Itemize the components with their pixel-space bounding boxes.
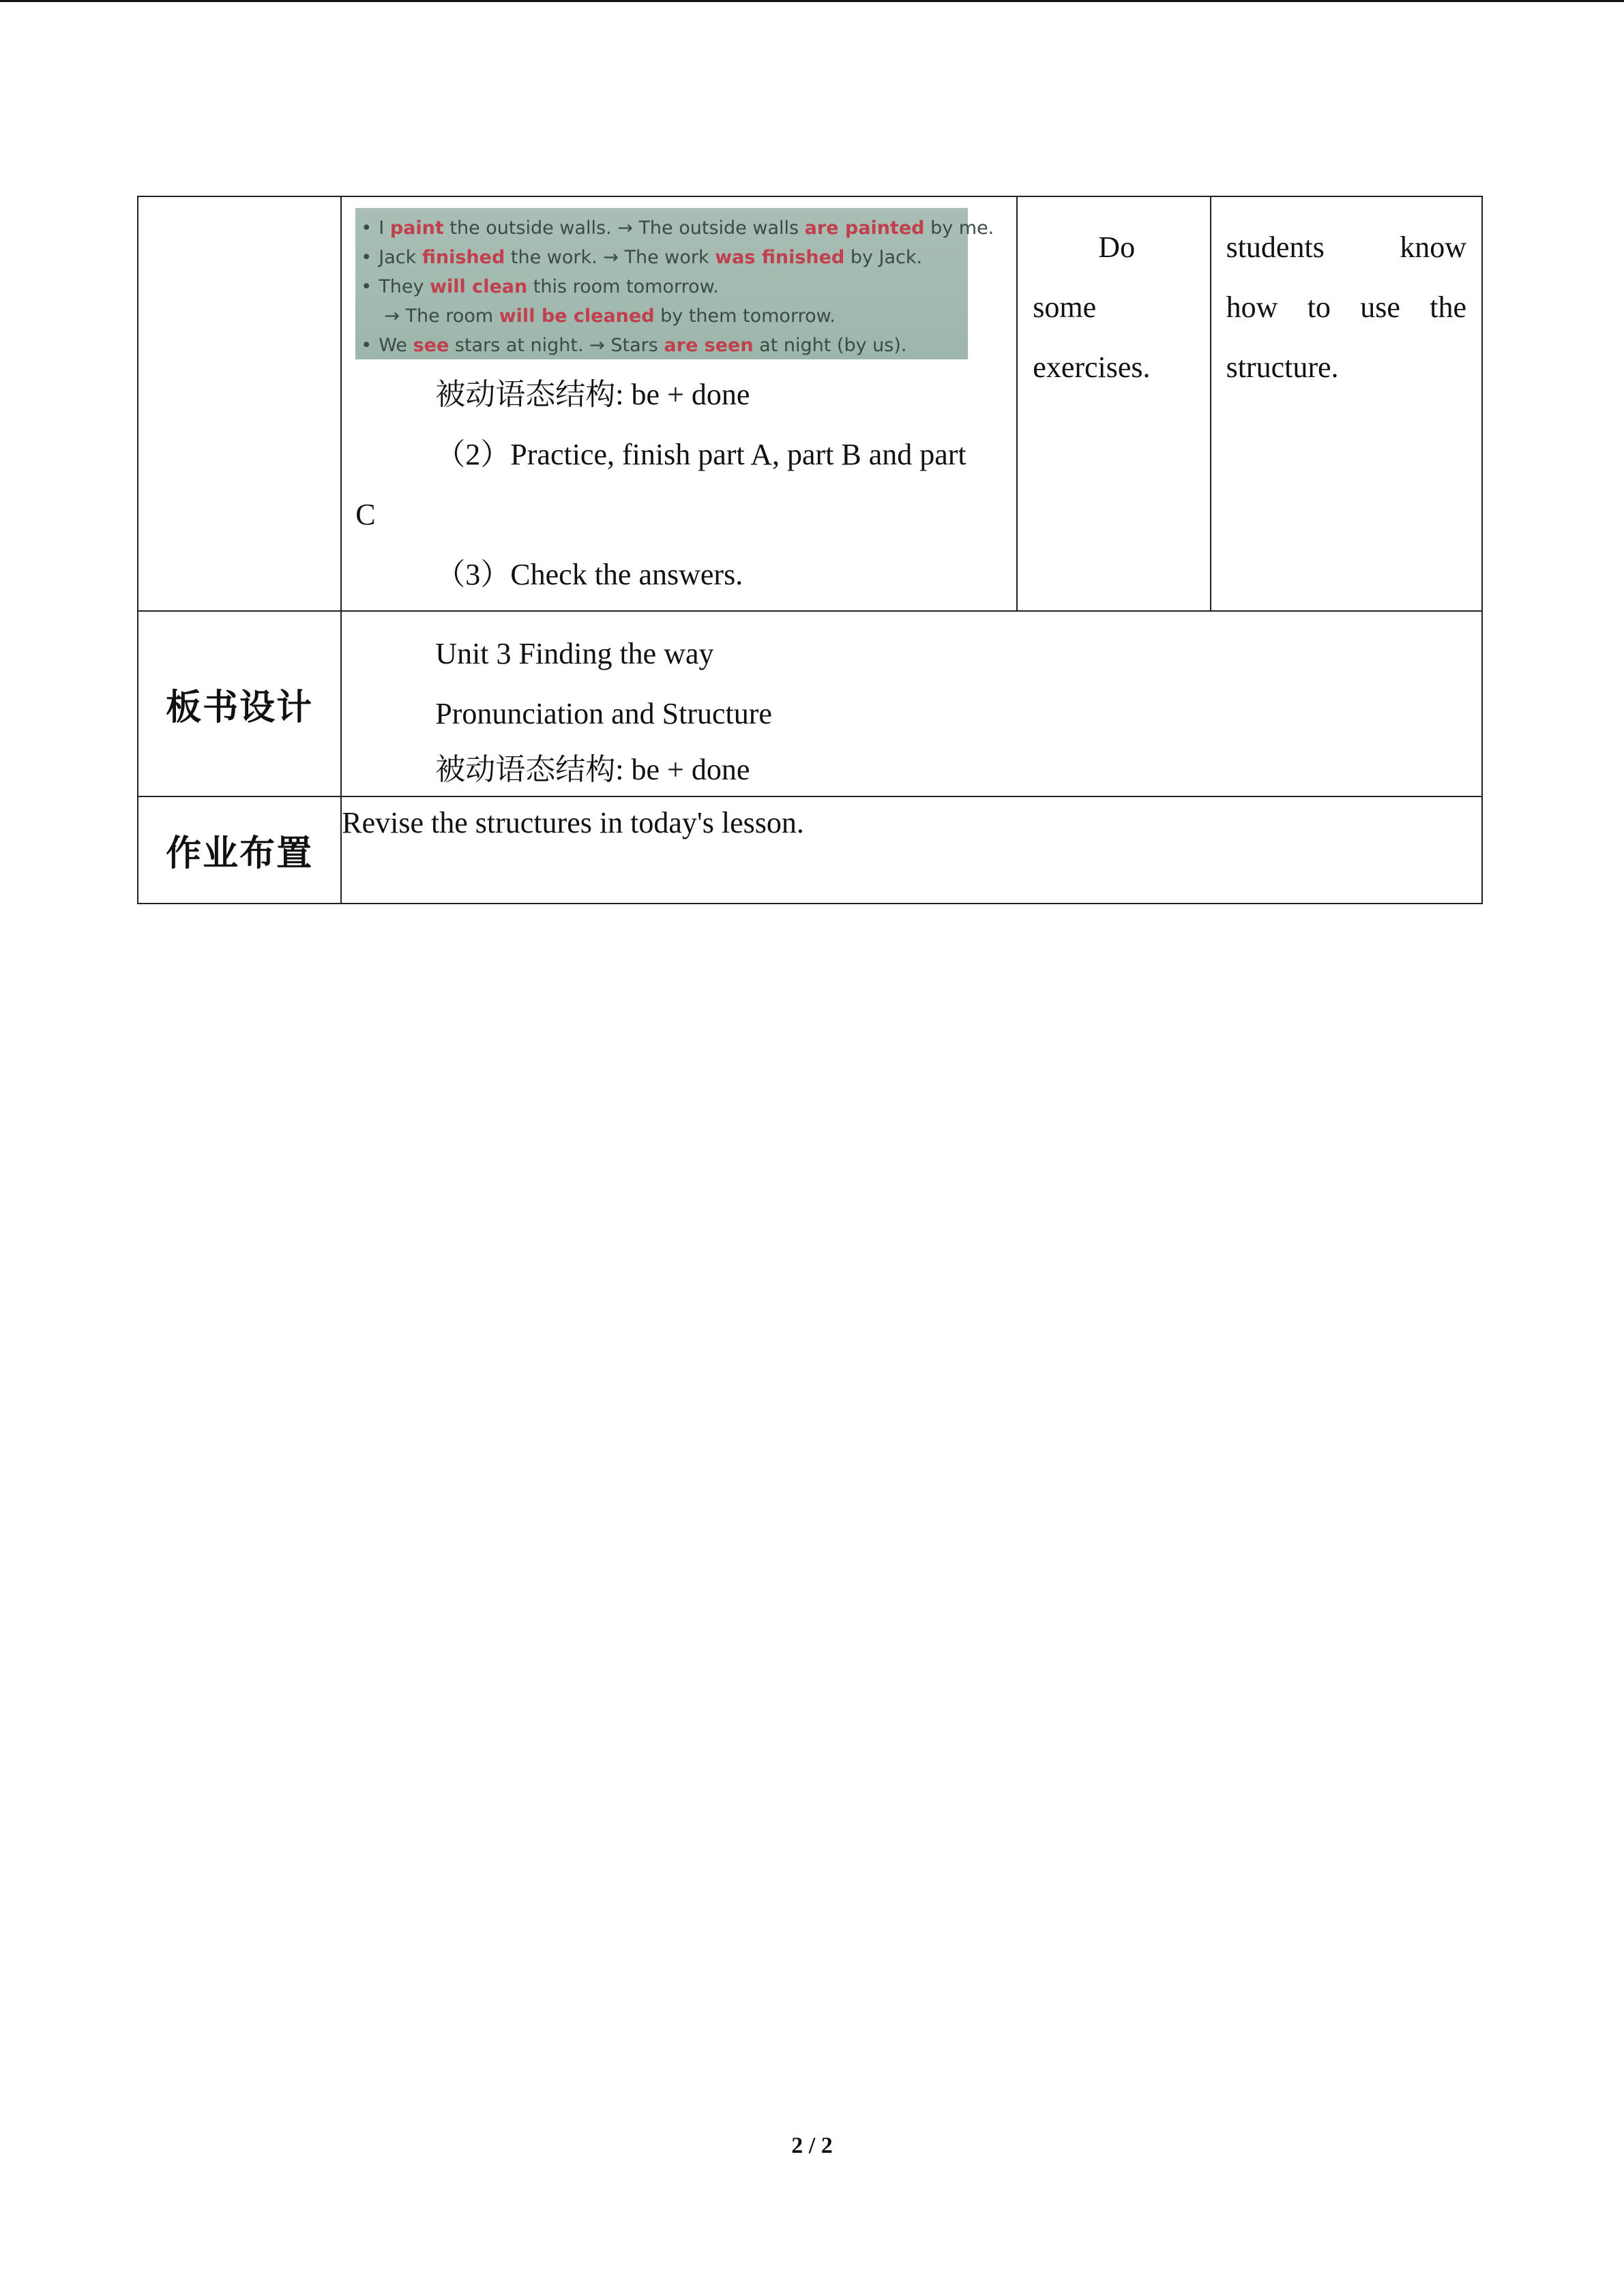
- photo-text: by me.: [924, 218, 994, 239]
- table-row-procedure: [138, 196, 1482, 611]
- student-activity-cell: [1017, 196, 1210, 611]
- board-line-topic: Pronunciation and Structure: [435, 697, 772, 730]
- practice-step-text: （2）Practice, finish part A, part B and part: [435, 438, 966, 471]
- photo-line: [361, 331, 968, 360]
- textbook-photo: [355, 208, 994, 359]
- photo-text: by Jack.: [844, 247, 923, 268]
- photo-text: by them tomorrow.: [654, 305, 836, 327]
- photo-text: stars at night. → Stars: [449, 335, 664, 356]
- photo-highlight-verb: paint: [389, 218, 444, 239]
- photo-line: [361, 243, 968, 272]
- photo-highlight-verb: finished: [422, 247, 505, 268]
- board-line-unit: Unit 3 Finding the way: [435, 637, 714, 670]
- photo-highlight-verb: are painted: [804, 218, 925, 239]
- photo-line: [361, 272, 968, 301]
- photo-text: this room tomorrow.: [527, 276, 719, 297]
- photo-text: I: [379, 218, 390, 239]
- photo-text: the outside walls. → The outside walls: [443, 218, 805, 239]
- photo-bullet: •: [361, 218, 372, 239]
- activity-line-2: some: [1033, 290, 1097, 324]
- activity-line-1: Do: [1098, 230, 1136, 264]
- board-design-content: [341, 611, 1482, 796]
- passive-structure-text: 被动语态结构: be + done: [435, 378, 750, 411]
- lesson-plan-table: [137, 196, 1483, 904]
- purpose-line-2: how to use the: [1226, 290, 1466, 324]
- purpose-line-1: students know: [1226, 230, 1466, 264]
- photo-bullet: •: [361, 276, 372, 297]
- board-line-structure: 被动语态结构: be + done: [435, 753, 750, 786]
- table-row-board-design: [138, 611, 1482, 796]
- photo-highlight-verb: will clean: [430, 276, 528, 297]
- empty-label-cell: [138, 196, 341, 611]
- page-number: 2 / 2: [791, 2133, 833, 2158]
- photo-bullet: •: [361, 335, 372, 356]
- photo-text: the work. → The work: [505, 247, 715, 268]
- top-border-line: [0, 0, 1624, 2]
- homework-label: 作业布置: [138, 796, 341, 904]
- activity-line-3: exercises.: [1033, 351, 1151, 384]
- photo-text: We: [379, 335, 413, 356]
- table-row-homework: [138, 796, 1482, 904]
- photo-line: [361, 213, 994, 243]
- procedure-cell: [341, 196, 1017, 611]
- photo-text: They: [379, 276, 430, 297]
- purpose-cell: [1211, 196, 1482, 611]
- board-design-label: 板书设计: [138, 611, 341, 796]
- photo-text: Jack: [379, 247, 422, 268]
- practice-step-wrap: C: [355, 498, 376, 531]
- homework-content: Revise the structures in today's lesson.: [341, 796, 1482, 904]
- photo-text: at night (by us).: [753, 335, 907, 356]
- check-step-text: （3）Check the answers.: [435, 558, 743, 591]
- photo-highlight-verb: will be cleaned: [499, 305, 655, 327]
- photo-line: [361, 301, 968, 331]
- photo-highlight-verb: was finished: [715, 247, 845, 268]
- photo-text: → The room: [384, 305, 499, 327]
- photo-bullet: •: [361, 247, 372, 268]
- photo-highlight-verb: see: [413, 335, 449, 356]
- photo-highlight-verb: are seen: [664, 335, 754, 356]
- purpose-line-3: structure.: [1226, 351, 1339, 384]
